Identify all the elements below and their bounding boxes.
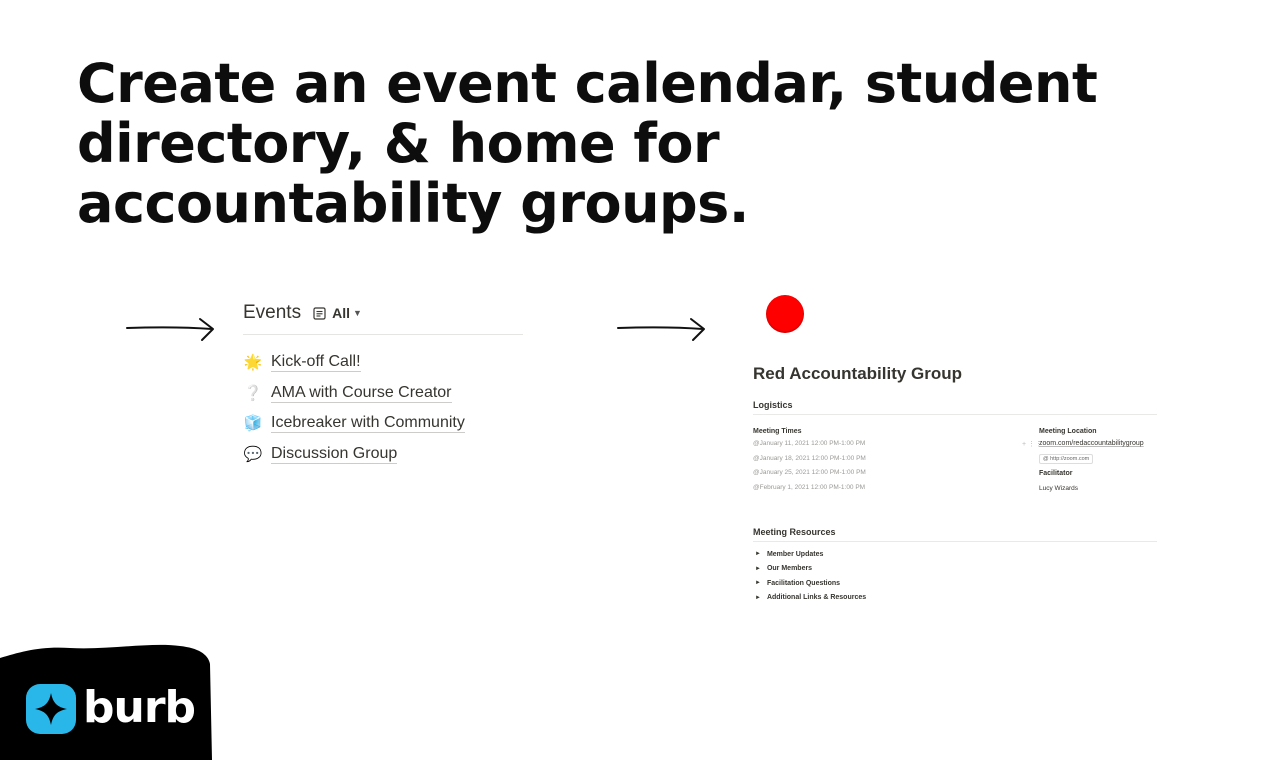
event-item-discussion[interactable] (243, 439, 523, 470)
toggle-label: Additional Links & Resources (766, 594, 867, 602)
view-label: All (332, 305, 350, 321)
question-mark-icon: ❔ (243, 384, 263, 402)
list-view-icon (313, 307, 326, 320)
meeting-time[interactable]: @January 25, 2021 12:00 PM-1:00 PM (753, 469, 866, 476)
view-selector[interactable] (313, 305, 362, 321)
meeting-time[interactable]: @January 11, 2021 12:00 PM-1:00 PM (753, 440, 866, 447)
event-item-icebreaker[interactable] (243, 408, 523, 439)
burb-logo-icon (26, 684, 76, 734)
event-label: Discussion Group (271, 444, 398, 462)
meeting-location-link[interactable]: zoom.com/redaccountabilitygroup (1039, 440, 1144, 447)
headline (77, 54, 1157, 234)
link-preview-chip[interactable]: @ http://zoom.com (1039, 454, 1093, 464)
event-label: AMA with Course Creator (271, 383, 452, 401)
meeting-times-heading: Meeting Times (753, 428, 802, 435)
events-header (243, 298, 523, 335)
toggle-label: Our Members (766, 565, 813, 573)
glowing-star-icon: 🌟 (243, 354, 263, 372)
resources-heading: Meeting Resources (753, 527, 1157, 542)
meeting-location-heading: Meeting Location (1039, 428, 1097, 435)
brand-name: burb (83, 682, 196, 733)
event-item-ama[interactable] (243, 378, 523, 409)
headline-line-3: accountability groups. (77, 172, 749, 235)
facilitator-name: Lucy Wizards (1039, 485, 1079, 492)
page-title: Red Accountability Group (753, 364, 963, 383)
events-title: Events (243, 302, 302, 323)
toggle-triangle-icon[interactable]: ► (755, 551, 761, 558)
event-label: Kick-off Call! (271, 353, 361, 371)
headline-line-2: directory, & home for (77, 112, 720, 175)
toggle-label: Member Updates (766, 550, 824, 558)
logistics-heading: Logistics (753, 400, 1157, 415)
events-database (243, 298, 523, 469)
event-item-kickoff[interactable] (243, 347, 523, 378)
event-label: Icebreaker with Community (271, 414, 465, 432)
toggle-triangle-icon[interactable]: ► (755, 580, 761, 587)
facilitator-heading: Facilitator (1039, 470, 1073, 477)
arrow-right-icon (125, 316, 217, 344)
chevron-down-icon: ▼ (352, 308, 362, 318)
meeting-time[interactable]: @February 1, 2021 12:00 PM-1:00 PM (753, 483, 866, 491)
toggle-triangle-icon[interactable]: ► (755, 594, 761, 601)
red-circle-icon[interactable] (766, 295, 804, 333)
ice-cube-icon: 🧊 (243, 415, 263, 433)
resources-toggle-list (755, 547, 866, 605)
speech-bubble-icon: 💬 (243, 445, 263, 463)
toggle-label: Facilitation Questions (766, 579, 841, 587)
toggle-additional-links[interactable] (755, 591, 866, 606)
toggle-our-members[interactable] (755, 562, 866, 577)
arrow-right-icon (616, 316, 708, 344)
toggle-member-updates[interactable] (755, 547, 866, 562)
meeting-times-column (753, 428, 1013, 498)
headline-line-1: Create an event calendar, student (77, 52, 1098, 115)
toggle-facilitation-questions[interactable] (755, 576, 866, 591)
toggle-triangle-icon[interactable]: ► (755, 565, 761, 572)
meeting-time[interactable]: @January 18, 2021 12:00 PM-1:00 PM (753, 454, 866, 462)
event-list (243, 347, 523, 469)
meeting-location-column (1022, 428, 1157, 492)
drag-handle-icon[interactable]: + ⋮⋮ (1022, 441, 1043, 448)
